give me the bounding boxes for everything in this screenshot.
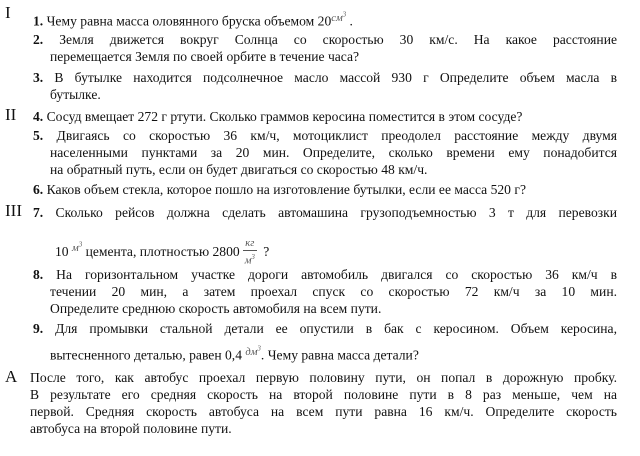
question-2-line-2: перемещается Земля по своей орбите в течение часа? (50, 49, 360, 64)
question-end: . Чему равна масса детали? (260, 347, 419, 363)
question-text: Сколько рейсов должна сделать автомашина грузоподъемностью 3 т для перевозки (55, 205, 617, 220)
question-text: На горизонтальном участке дороги автомобиль двигался со скоростью 36 км/ч в (56, 267, 617, 282)
question-2-line-1 (33, 31, 617, 48)
unit-cm: см3 (331, 10, 347, 24)
density-unit-fraction: $\frac{кг}{м^3}$ (244, 238, 255, 267)
question-a-line-2: В результате его средняя скорость на второй половине пути в 8 раз меньше, чем на (30, 387, 617, 402)
question-number: 8. (33, 267, 44, 282)
question-7-line-1 (33, 204, 617, 221)
question-text: Каков объем стекла, которое пошло на изготовление бутылки, если ее масса 520 г? (43, 182, 526, 197)
question-text: Земля движется вокруг Солнца со скоростью 30 км/с. На какое расстояние (59, 32, 617, 47)
question-number: 1. (33, 13, 44, 29)
question-8-line-2: течении 20 мин, а затем проехал спуск со скоростью 72 км/ч за 10 мин. (50, 284, 617, 299)
question-number: 9. (33, 321, 44, 336)
question-number: 6. (33, 182, 44, 197)
question-text: В бутылке находится подсолнечное масло массой 930 г Определите объем масла в (54, 70, 617, 85)
question-text: вытесненного деталью, равен 0,4 (50, 347, 242, 363)
question-5-line-2: населенными пунктами за 20 мин. Определите, сколько времени ему понадобится (50, 145, 617, 160)
question-text: Сосуд вмещает 272 г ртути. Сколько граммов керосина поместится в этом сосуде? (43, 109, 523, 124)
question-4 (33, 108, 522, 125)
section-label-2: II (5, 105, 17, 124)
unit-m3: м3 (72, 240, 83, 254)
question-8-line-1 (33, 266, 617, 283)
question-7-line-2 (55, 238, 269, 268)
question-1 (33, 11, 353, 32)
question-number: 4. (33, 109, 44, 124)
question-a-line-3: первой. Средняя скорость автобуса на всем пути равна 16 км/ч. Определите скорость (30, 404, 617, 419)
question-9-line-1 (33, 320, 617, 337)
question-text: Чему равна масса оловянного бруска объемом 20 (43, 13, 332, 29)
question-text: Для промывки стальной детали ее опустили в бак с керосином. Объем керосина, (55, 321, 617, 336)
section-label-a: A (5, 367, 18, 386)
question-5-line-3: на обратный путь, если он будет двигаться со скоростью 48 км/ч. (50, 162, 428, 177)
question-3-line-1 (33, 69, 617, 86)
question-end: . (346, 13, 353, 29)
question-number: 5. (33, 128, 44, 143)
question-text: Двигаясь со скоростью 36 км/ч, мотоциклист преодолел расстояние между двумя (56, 128, 617, 143)
question-8-line-3: Определите среднюю скорость автомобиля на всем пути. (50, 301, 382, 316)
question-3-line-2: бутылке. (50, 87, 101, 102)
section-label-1: I (5, 3, 11, 22)
section-label-3: III (5, 201, 22, 220)
question-a-line-1: После того, как автобус проехал первую половину пути, он попал в дорожную пробку. (30, 370, 617, 385)
question-number: 7. (33, 205, 44, 220)
question-end: ? (259, 243, 270, 259)
question-5-line-1 (33, 127, 617, 144)
question-number: 3. (33, 70, 44, 85)
question-number: 2. (33, 32, 44, 47)
question-text: цемента, плотностью 2800 (82, 243, 240, 259)
question-a-line-4: автобуса на второй половине пути. (30, 421, 232, 436)
unit-dm3: дм3 (245, 344, 261, 358)
question-9-line-2 (50, 345, 419, 366)
question-6 (33, 181, 526, 198)
question-text: 10 (55, 243, 69, 259)
